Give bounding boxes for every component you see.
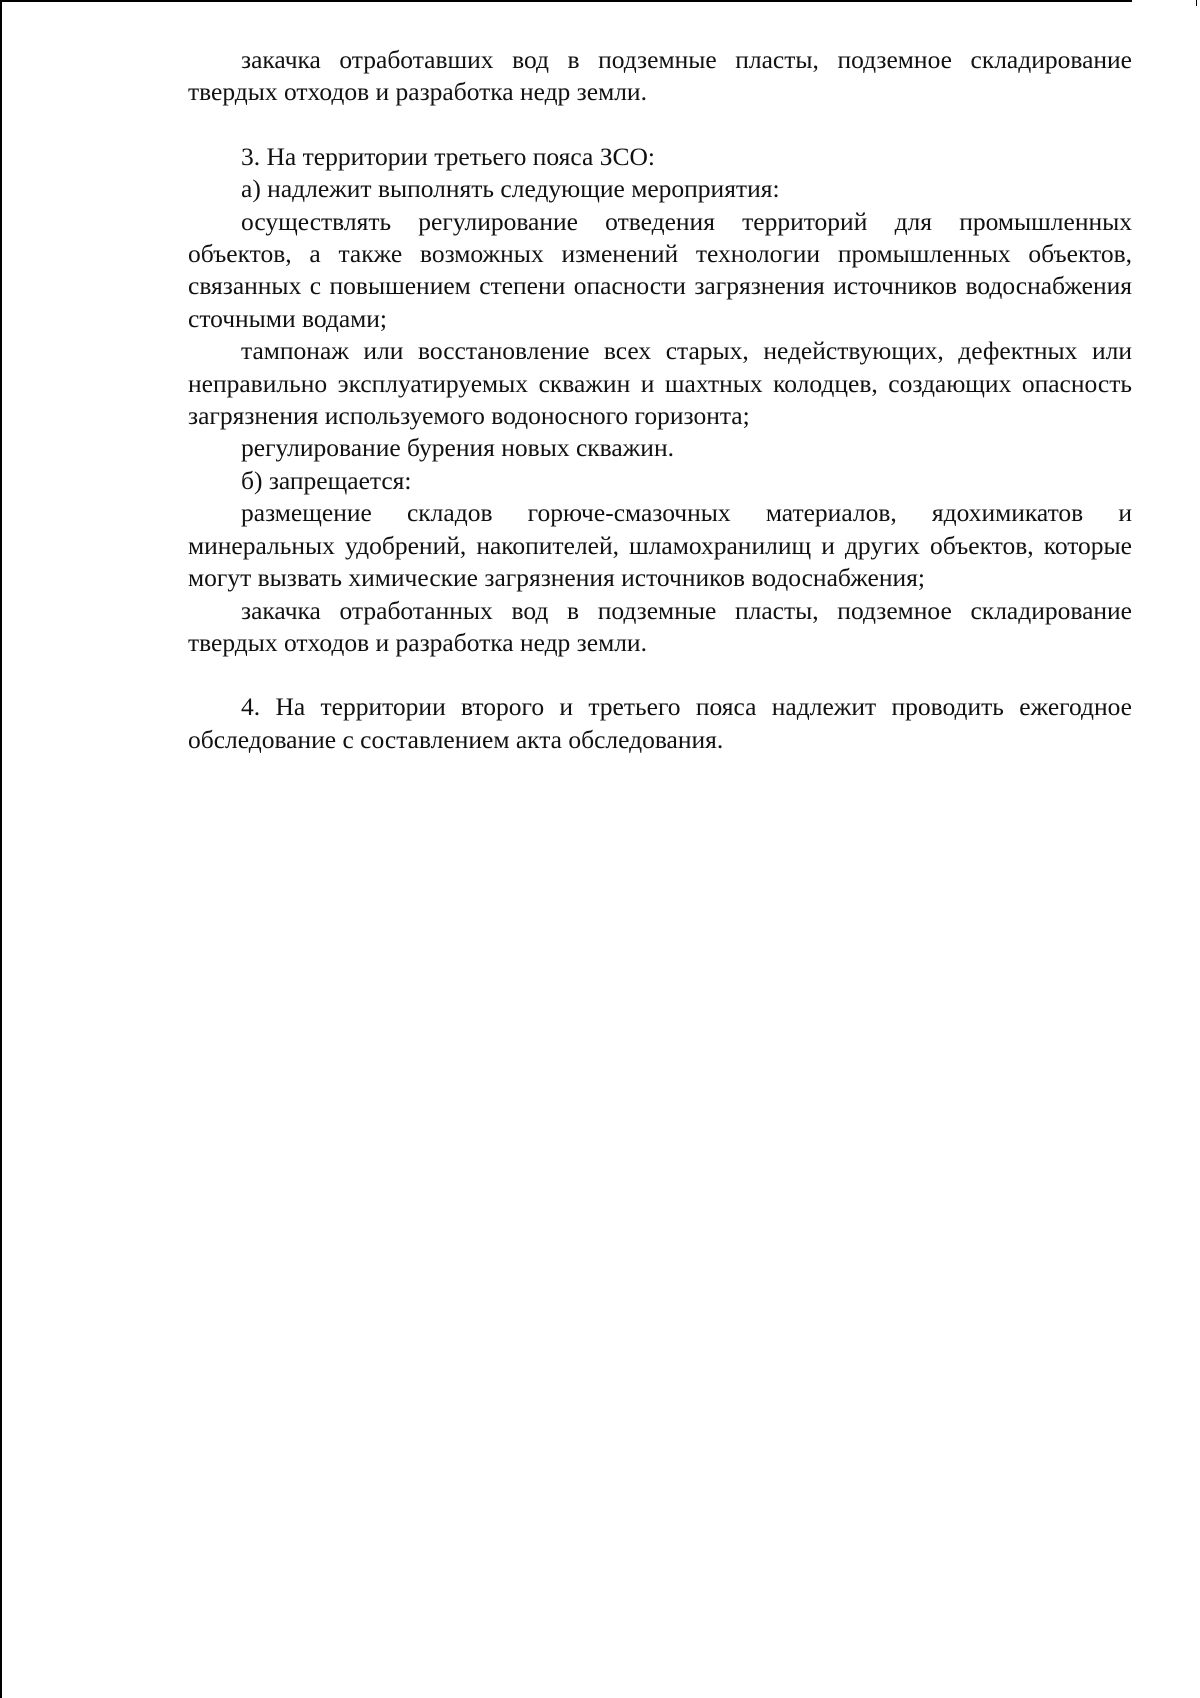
scan-edge-left [0, 0, 2, 1698]
scan-edge-top [0, 0, 1132, 2]
paragraph-injection-third-belt: закачка отработанных вод в подземные пласты, подземное складирование твердых отходов и разработка недр земли. [188, 595, 1132, 657]
paragraph-measures-heading: а) надлежит выполнять следующие мероприятия: [241, 174, 780, 204]
paragraph-territory-regulation: осуществлять регулирование отведения территорий для промышленных объектов, а также возможных изменений технологии промышленных объектов, связанных с повышением степени опасности загрязнения источников водоснабжения сточными водами; [188, 206, 1132, 333]
paragraph-storage-prohibition: размещение складов горюче-смазочных материалов, ядохимикатов и минеральных удобрений, накопителей, шламохранилищ и других объектов, которые могут вызвать химические загрязнения источников водоснабжения; [188, 498, 1132, 593]
paragraph-section-3-heading: 3. На территории третьего пояса ЗСО: [241, 141, 656, 171]
paragraph-drilling-regulation: регулирование бурения новых скважин. [241, 433, 674, 463]
paragraph-injection-second-belt: закачка отработавших вод в подземные пласты, подземное складирование твердых отходов и разработка недр земли. [188, 45, 1132, 107]
scan-edge-right [1196, 0, 1197, 6]
paragraph-well-plugging: тампонаж или восстановление всех старых, недействующих, дефектных или неправильно эксплуатируемых скважин и шахтных колодцев, создающих опасность загрязнения используемого водоносного горизонта; [188, 336, 1132, 431]
document-body [188, 44, 1132, 756]
paragraph-prohibited-heading: б) запрещается: [241, 465, 412, 495]
paragraph-section-4-annual-survey: 4. На территории второго и третьего пояса надлежит проводить ежегодное обследование с составлением акта обследования. [188, 692, 1132, 754]
